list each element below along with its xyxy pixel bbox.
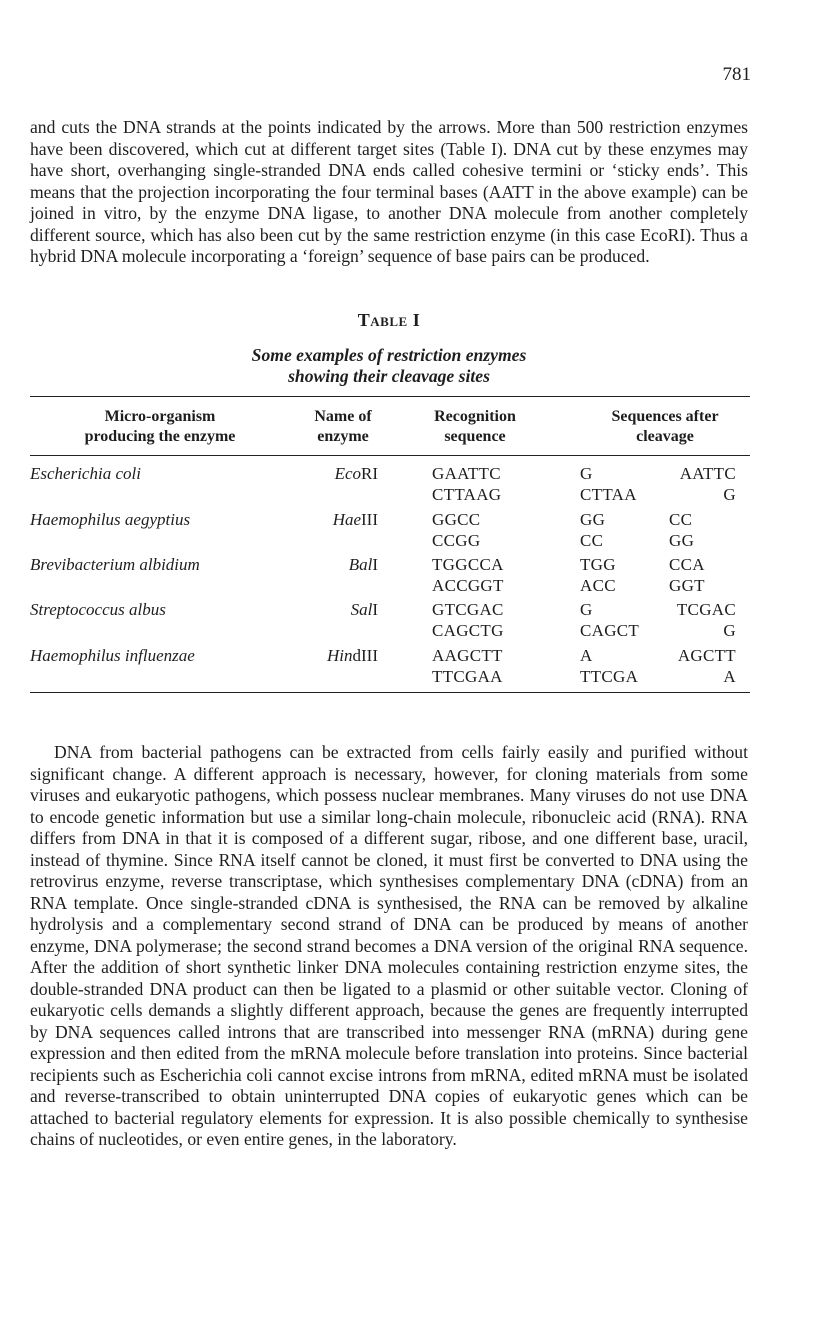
header-cleavage — [575, 407, 755, 447]
recognition-cell — [432, 646, 503, 687]
cleavage-left-top: G — [580, 464, 593, 483]
enzyme-suffix: dIII — [352, 646, 378, 665]
table-header-rule — [30, 455, 750, 456]
cleavage-left-cell — [580, 646, 638, 687]
organism-cell: Haemophilus influenzae — [30, 646, 195, 665]
header-cleavage-line-1: Sequences after — [611, 408, 719, 425]
cleavage-right-top: TCGAC — [676, 600, 736, 619]
organism-cell: Streptococcus albus — [30, 600, 166, 619]
cleavage-right-bottom: GG — [669, 530, 695, 550]
header-recognition-line-1: Recognition — [434, 408, 516, 425]
caption-line-1: Some examples of restriction enzymes — [251, 345, 527, 365]
header-cleavage-line-2: cleavage — [636, 428, 694, 445]
enzyme-suffix: III — [361, 510, 378, 529]
header-organism — [50, 407, 270, 447]
cleavage-left-cell — [580, 555, 616, 596]
recognition-bottom: CTTAAG — [432, 484, 502, 504]
recognition-top: GAATTC — [432, 464, 501, 483]
enzyme-prefix: Sal — [350, 600, 373, 619]
header-recognition — [415, 407, 535, 447]
recognition-cell — [432, 464, 501, 505]
cleavage-left-cell — [580, 464, 637, 505]
table-bottom-rule — [30, 692, 750, 693]
recognition-bottom: CAGCTG — [432, 620, 504, 640]
table-row — [30, 464, 750, 508]
enzyme-cell — [335, 464, 378, 485]
header-organism-line-1: Micro-organism — [104, 408, 216, 425]
cleavage-left-bottom: CC — [580, 530, 604, 550]
paragraph-cloning: DNA from bacterial pathogens can be extracted from cells fairly easily and purified without significant change. A different approach is necessary, however, for cloning materials from some viruses and eukaryotic pathogens, which possess nuclear membranes. Many viruses do not use DNA to encode genetic information but use a similar long-chain molecule, ribonucleic acid (RNA). RNA differs from DNA in that it is composed of a different sugar, ribose, and one different base, uracil, instead of thymine. Since RNA itself cannot be cloned, it must first be converted to DNA using the retrovirus enzyme, reverse transcriptase, which synthesises complementary DNA (cDNA) from an RNA template. Once single-stranded cDNA is synthesised, the RNA can be removed by alkaline hydrolysis and a complementary second strand of DNA can be produced by means of another enzyme, DNA polymerase; the second strand becomes a DNA version of the original RNA sequence. After the addition of short synthetic linker DNA molecules containing restriction enzyme sites, the double-stranded DNA product can then be ligated to a plasmid or other suitable vector. Cloning of eukaryotic cells demands a slightly different approach, because the genes are frequently interrupted by DNA sequences called introns that are transcribed into messenger RNA (mRNA) during gene expression and then edited from the mRNA molecule before translation into proteins. Since bacterial recipients such as Escherichia coli cannot excise introns from mRNA, edited mRNA must be isolated and reverse-transcribed to obtain uninterrupted DNA copies of eukaryotic genes which can be attached to bacterial regulatory elements for expression. It is also possible chemically to synthesise chains of nucleotides, or even entire genes, in the laboratory. — [30, 742, 748, 1149]
recognition-top: GTCGAC — [432, 600, 504, 619]
cleavage-right-cell — [669, 555, 705, 596]
enzyme-suffix: RI — [361, 464, 378, 483]
caption-line-2: showing their cleavage sites — [288, 366, 490, 386]
cleavage-right-top: CCA — [669, 555, 705, 574]
enzyme-suffix: I — [372, 600, 378, 619]
enzyme-prefix: Hae — [332, 510, 362, 529]
cleavage-left-cell — [580, 510, 605, 551]
header-name-line-1: Name of — [314, 408, 372, 425]
recognition-bottom: CCGG — [432, 530, 481, 550]
cleavage-left-top: A — [580, 646, 593, 665]
cleavage-right-cell — [677, 600, 736, 641]
table-row — [30, 510, 750, 554]
cleavage-right-top: AGCTT — [677, 646, 736, 665]
cleavage-right-bottom: G — [723, 484, 736, 504]
table-caption — [30, 345, 748, 387]
header-organism-line-2: producing the enzyme — [84, 428, 236, 445]
recognition-cell — [432, 510, 480, 551]
cleavage-left-top: GG — [580, 510, 606, 529]
page-number: 781 — [722, 64, 751, 85]
cleavage-left-top: TGG — [580, 555, 616, 574]
cleavage-left-top: G — [580, 600, 593, 619]
cleavage-left-bottom: CAGCT — [580, 620, 640, 640]
table-row — [30, 555, 750, 599]
enzyme-cell — [333, 510, 378, 531]
cleavage-right-bottom: G — [723, 620, 736, 640]
cleavage-right-top: CC — [669, 510, 693, 529]
cleavage-right-cell — [669, 510, 694, 551]
table-row — [30, 600, 750, 644]
cleavage-right-cell — [680, 464, 736, 505]
recognition-cell — [432, 600, 504, 641]
recognition-top: TGGCCA — [432, 555, 504, 574]
recognition-top: AAGCTT — [432, 646, 503, 665]
cleavage-left-cell — [580, 600, 639, 641]
recognition-top: GGCC — [432, 510, 481, 529]
table-title: Table I — [357, 310, 421, 330]
cleavage-right-top: AATTC — [679, 464, 736, 483]
cleavage-right-bottom: GGT — [669, 575, 705, 595]
organism-cell: Escherichia coli — [30, 464, 141, 483]
enzyme-cell — [349, 555, 378, 576]
organism-cell: Haemophilus aegyptius — [30, 510, 191, 529]
header-enzyme-name — [288, 407, 398, 447]
table-row — [30, 646, 750, 690]
enzyme-cell — [327, 646, 378, 667]
enzyme-prefix: Eco — [334, 464, 361, 483]
header-name-line-2: enzyme — [317, 428, 369, 445]
header-recognition-line-2: sequence — [444, 428, 506, 445]
organism-cell: Brevibacterium albidium — [30, 555, 200, 574]
cleavage-left-bottom: CTTAA — [580, 484, 637, 504]
recognition-bottom: ACCGGT — [432, 575, 504, 595]
enzyme-suffix: I — [372, 555, 378, 574]
table-top-rule — [30, 396, 750, 397]
enzyme-prefix: Bal — [348, 555, 373, 574]
enzyme-prefix: Hin — [327, 646, 353, 665]
recognition-bottom: TTCGAA — [432, 666, 503, 686]
enzyme-cell — [351, 600, 378, 621]
cleavage-left-bottom: ACC — [580, 575, 616, 595]
cleavage-right-cell — [678, 646, 736, 687]
cleavage-left-bottom: TTCGA — [580, 666, 639, 686]
recognition-cell — [432, 555, 504, 596]
paragraph-intro: and cuts the DNA strands at the points indicated by the arrows. More than 500 restriction enzymes have been discovered, which cut at different target sites (Table I). DNA cut by these enzymes may have short, overhanging single-stranded DNA ends called cohesive termini or ‘sticky ends’. This means that the projection incorporating the four terminal bases (AATT in the above example) can be joined in vitro, by the enzyme DNA ligase, to another DNA molecule from another completely different source, which has also been cut by the same restriction enzyme (in this case EcoRI). Thus a hybrid DNA molecule incorporating a ‘foreign’ sequence of base pairs can be produced. — [30, 117, 748, 266]
cleavage-right-bottom: A — [723, 666, 736, 686]
